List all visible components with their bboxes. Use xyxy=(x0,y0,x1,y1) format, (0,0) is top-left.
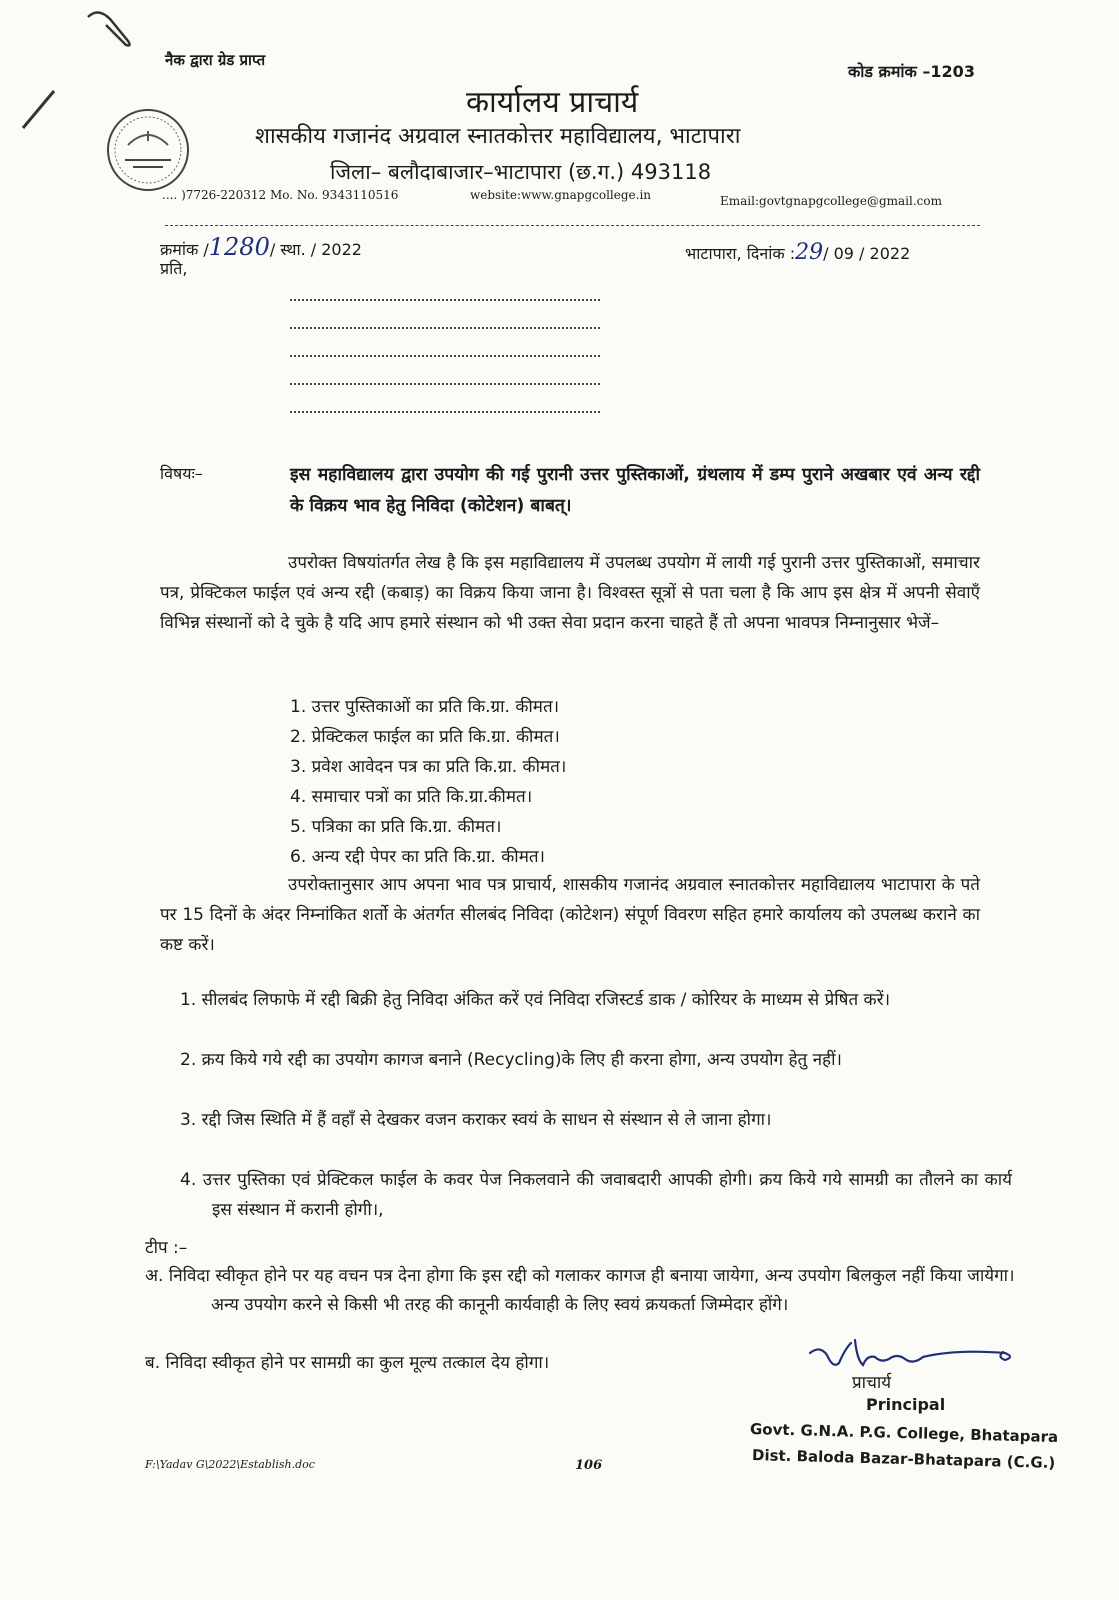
rate-item: 3. प्रवेश आवेदन पत्र का प्रति कि.ग्रा. कीमत। xyxy=(290,757,567,777)
address-line xyxy=(290,411,600,413)
body-paragraph-2: उपरोक्तानुसार आप अपना भाव पत्र प्राचार्य, शासकीय गजानंद अग्रवाल स्नातकोत्तर महाविद्यालय भाटापारा के पते पर 15 दिनों के अंदर निम्नांकित शर्तो के अंतर्गत सीलबंद निविदा (कोटेशन) संपूर्ण विवरण सहित हमारे कार्यालय को उपलब्ध कराने का कष्ट करें। xyxy=(160,875,980,955)
subject-text: इस महाविद्यालय द्वारा उपयोग की गई पुरानी उत्तर पुस्तिकाओं, ग्रंथलाय में डम्प पुराने अखबार एवं अन्य रद्दी के विक्रय भाव हेतु निविदा (कोटेशन) बाबत्। xyxy=(290,465,980,516)
ref-suffix: / स्था. / 2022 xyxy=(269,240,362,259)
letter-date xyxy=(685,240,910,265)
pen-stroke-mark xyxy=(18,88,58,133)
phone-numbers: .... )7726-220312 Mo. No. 9343110516 xyxy=(162,188,399,202)
address-line xyxy=(290,327,600,329)
page-number: 106 xyxy=(575,1458,603,1473)
notes-heading: टीप :– xyxy=(145,1238,188,1258)
signatory-title-english: Principal xyxy=(866,1395,946,1414)
address-line xyxy=(290,383,600,385)
seal-line-2: Dist. Baloda Bazar-Bhatapara (C.G.) xyxy=(751,1446,1056,1472)
college-name: शासकीय गजानंद अग्रवाल स्नातकोत्तर महाविद्यालय, भाटापारा xyxy=(255,124,741,149)
rate-item: 5. पत्रिका का प्रति कि.ग्रा. कीमत। xyxy=(290,817,502,837)
note-item: अ. निविदा स्वीकृत होने पर यह वचन पत्र देना होगा कि इस रद्दी को गलाकर कागज ही बनाया जायेगा, अन्य उपयोग बिलकुल नहीं किया जायेगा। अन्य उपयोग करने से किसी भी तरह की कानूनी कार्यवाही के लिए स्वयं क्रयकर्ता जिम्मेदार होंगे। xyxy=(145,1266,1015,1315)
subject-label: विषयः– xyxy=(160,464,203,483)
paper-clip-mark xyxy=(80,5,140,50)
rate-item: 1. उत्तर पुस्तिकाओं का प्रति कि.ग्रा. कीमत। xyxy=(290,697,560,717)
website: website:www.gnapgcollege.in xyxy=(470,188,652,202)
college-emblem xyxy=(103,105,193,195)
condition-item: 2. क्रय किये गये रद्दी का उपयोग कागज बनाने (Recycling)के लिए ही करना होगा, अन्य उपयोग हेतु नहीं। xyxy=(180,1050,842,1070)
rate-item: 6. अन्य रद्दी पेपर का प्रति कि.ग्रा. कीमत। xyxy=(290,847,545,867)
note-item: ब. निविदा स्वीकृत होने पर सामग्री का कुल मूल्य तत्काल देय होगा। xyxy=(145,1353,550,1373)
condition-item: 4. उत्तर पुस्तिका एवं प्रेक्टिकल फाईल के कवर पेज निकलवाने की जवाबदारी आपकी होगी। क्रय किये गये सामग्री का तौलने का कार्य इस संस्थान में करानी होगी।, xyxy=(180,1170,1012,1220)
code-number: कोड क्रमांक –1203 xyxy=(848,62,975,81)
naac-grade-note: नैक द्वारा ग्रेड प्राप्त xyxy=(165,51,266,69)
file-path: F:\Yadav G\2022\Establish.doc xyxy=(145,1458,315,1471)
email: Email:govtgnapgcollege@gmail.com xyxy=(720,194,942,208)
office-title: कार्यालय प्राचार्य xyxy=(466,85,639,120)
date-rest: / 09 / 2022 xyxy=(823,244,911,263)
condition-item: 1. सीलबंद लिफाफे में रद्दी बिक्री हेतु निविदा अंकित करें एवं निविदा रजिस्टर्ड डाक / कोरियर के माध्यम से प्रेषित करें। xyxy=(180,990,891,1010)
header-divider xyxy=(165,225,980,226)
body-paragraph-1: उपरोक्त विषयांतर्गत लेख है कि इस महाविद्यालय में उपलब्ध उपयोग में लायी गई पुरानी उत्तर पुस्तिकाओं, समाचार पत्र, प्रेक्टिकल फाईल एवं अन्य रद्दी (कबाड़) का विक्रय किया जाना है। विश्वस्त सूत्रों से पता चला है कि आप इस क्षेत्र में अपनी सेवाएँ विभिन्न संस्थानों को दे चुके है यदि आप हमारे संस्थान को भी उक्त सेवा प्रदान करना चाहते हैं तो अपना भावपत्र निम्नानुसार भेजें– xyxy=(160,553,980,633)
district-address: जिला– बलौदाबाजार–भाटापारा (छ.ग.) 493118 xyxy=(330,160,712,184)
condition-item: 3. रद्दी जिस स्थिति में हैं वहाँ से देखकर वजन कराकर स्वयं के साधन से संस्थान से ले जाना होगा। xyxy=(180,1110,772,1130)
date-prefix: भाटापारा, दिनांक : xyxy=(685,244,796,263)
ref-prefix: क्रमांक / xyxy=(160,240,209,259)
rate-item: 4. समाचार पत्रों का प्रति कि.ग्रा.कीमत। xyxy=(290,787,533,807)
date-handwritten-day: 29 xyxy=(795,240,824,265)
addressee-label: प्रति, xyxy=(160,259,188,278)
address-line xyxy=(290,299,600,301)
rate-item: 2. प्रेक्टिकल फाईल का प्रति कि.ग्रा. कीमत। xyxy=(290,727,560,747)
ref-handwritten-number: 1280 xyxy=(208,233,270,261)
reference-number xyxy=(160,233,362,261)
address-line xyxy=(290,355,600,357)
handwritten-signature xyxy=(805,1335,1025,1380)
seal-line-1: Govt. G.N.A. P.G. College, Bhatapara xyxy=(749,1420,1059,1447)
signatory-title-hindi: प्राचार्य xyxy=(852,1373,892,1393)
